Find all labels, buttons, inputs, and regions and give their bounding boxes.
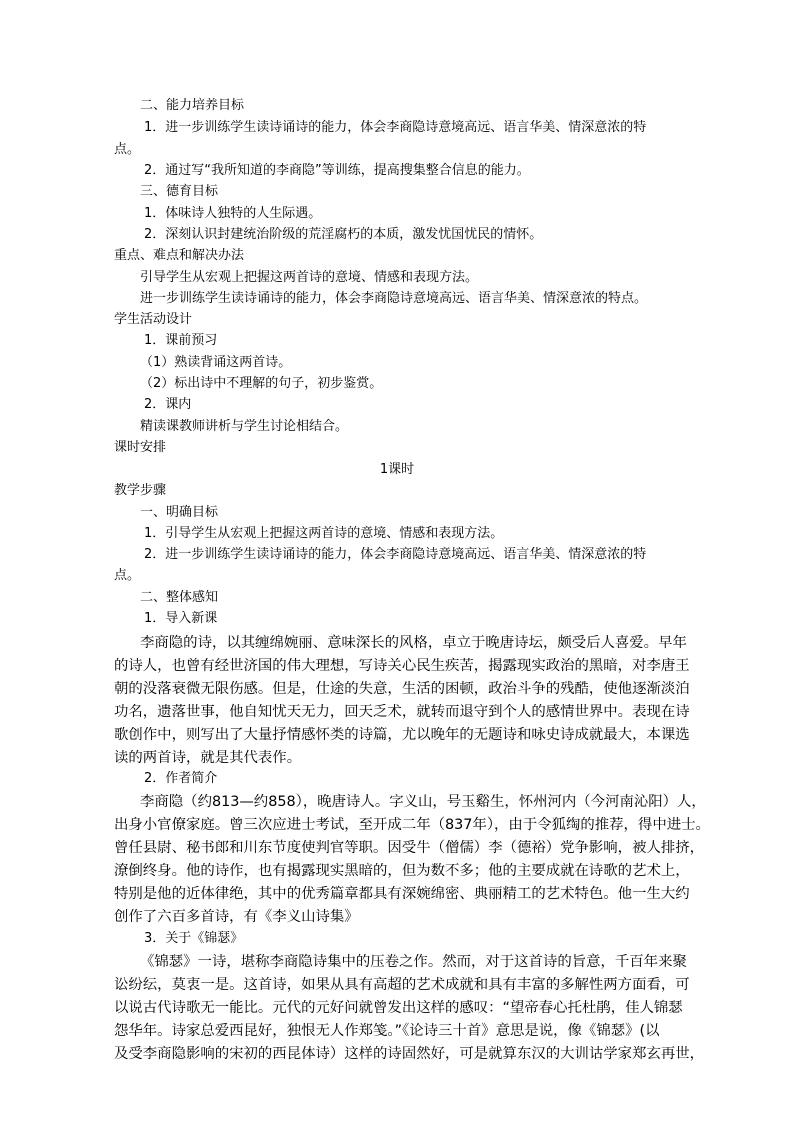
moral-item-2: 2．深刻认识封建统治阶级的荒淫腐朽的本质，激发忧国忧民的情怀。 [144,227,543,242]
jinse-line: 怨华年。诗家总爱西昆好，独恨无人作郑笺。”《论诗三十首》意思是说，像《锦瑟》(以 [114,1023,660,1039]
schedule-value: 1课时 [379,462,415,477]
intro-line: 读的两首诗，就是其代表作。 [114,750,302,766]
intro-line: 李商隐的诗，以其缠绵婉丽、意味深长的风格，卓立于晚唐诗坛，颇受后人喜爱。早年 [140,635,687,651]
steps-sub2-heading: 二、整体感知 [140,590,219,605]
steps-goal-2: 2．进一步训练学生读诗诵诗的能力，体会李商隐诗意境高远、语言华美、情深意浓的特 [144,547,647,562]
steps-sub1-heading: 一、明确目标 [140,505,219,520]
author-line: 出身小官僚家庭。曾三次应进士考试，至开成二年（837年），由于令狐绹的推荐，得中进士。 [114,817,710,833]
steps-heading: 教学步骤 [114,483,167,498]
activity-sub-2: （2）标出诗中不理解的句子，初步鉴赏。 [140,376,383,391]
author-line: 潦倒终身。他的诗作，也有揭露现实黑暗的，但为数不多；他的主要成就在诗歌的艺术上， [114,863,690,879]
jinse-line: 以说古代诗歌无一能比。元代的元好问就曾发出这样的感叹：“望帝春心托杜鹃，佳人锦瑟 [114,1000,683,1016]
activity-heading: 学生活动设计 [114,312,193,327]
activity-sub-1: （1）熟读背诵这两首诗。 [140,355,292,370]
jinse-line: 讼纷纭，莫衷一是。这首诗，如果从具有高超的艺术成就和具有丰富的多解性两方面看，可 [114,977,690,993]
keypoints-heading: 重点、难点和解决办法 [114,248,245,263]
intro-line: 朝的没落衰微无限伤感。但是，仕途的失意，生活的困顿，政治斗争的残酷，使他逐渐淡泊 [114,681,690,697]
moral-item-1: 1．体味诗人独特的人生际遇。 [144,206,322,221]
ability-item-1: 1．进一步训练学生读诗诵诗的能力，体会李商隐诗意境高远、语言华美、情深意浓的特 [144,120,647,135]
intro-line: 的诗人，也曾有经世济国的伟大理想，写诗关心民生疾苦，揭露现实政治的黑暗，对李唐王 [114,658,690,674]
intro-line: 功名，遗落世事，他自知忧天无力，回天乏术，就转而退守到个人的感情世界中。表现在诗 [114,704,690,720]
steps-goal-1: 1．引导学生从宏观上把握这两首诗的意境、情感和表现方法。 [144,526,504,541]
author-heading: 2．作者简介 [144,771,218,786]
activity-para: 精读课教师讲析与学生讨论相结合。 [140,419,349,434]
author-line: 曾任县尉、秘书郎和川东节度使判官等职。因受牛（僧儒）李（德裕）党争影响，被人排挤， [114,840,705,856]
ability-item-2: 2．通过写“我所知道的李商隐”等训练，提高搜集整合信息的能力。 [144,163,530,178]
moral-heading: 三、德育目标 [140,184,219,199]
jinse-heading: 3．关于《锦瑟》 [144,931,244,946]
activity-item-2: 2．课内 [144,397,192,412]
schedule-heading: 课时安排 [114,440,167,455]
jinse-line: 及受李商隐影响的宋初的西昆体诗）这样的诗固然好，可是就算东汉的大训诂学家郑玄再世， [114,1046,705,1062]
keypoints-para-1: 引导学生从宏观上把握这两首诗的意境、情感和表现方法。 [140,270,479,285]
steps-goal-2-cont: 点。 [114,568,141,583]
author-line: 李商隐（约813—约858），晚唐诗人。字义山，号玉谿生，怀州河内（今河南沁阳）人， [140,794,706,810]
jinse-line: 《锦瑟》一诗，堪称李商隐诗集中的压卷之作。然而，对于这首诗的旨意，千百年来聚 [140,954,687,970]
ability-item-1-cont: 点。 [114,142,141,157]
author-line: 创作了六百多首诗，有《李义山诗集》 [114,909,359,925]
intro-heading: 1．导入新课 [144,611,218,626]
keypoints-para-2: 进一步训练学生读诗诵诗的能力，体会李商隐诗意境高远、语言华美、情深意浓的特点。 [140,291,648,306]
author-line: 特别是他的近体律绝，其中的优秀篇章都具有深婉绵密、典丽精工的艺术特色。他一生大约 [114,886,690,902]
activity-item-1: 1．课前预习 [144,333,218,348]
ability-heading: 二、能力培养目标 [140,98,245,113]
intro-line: 歌创作中，则写出了大量抒情感怀类的诗篇，尤以晚年的无题诗和咏史诗成就最大，本课选 [114,727,690,743]
